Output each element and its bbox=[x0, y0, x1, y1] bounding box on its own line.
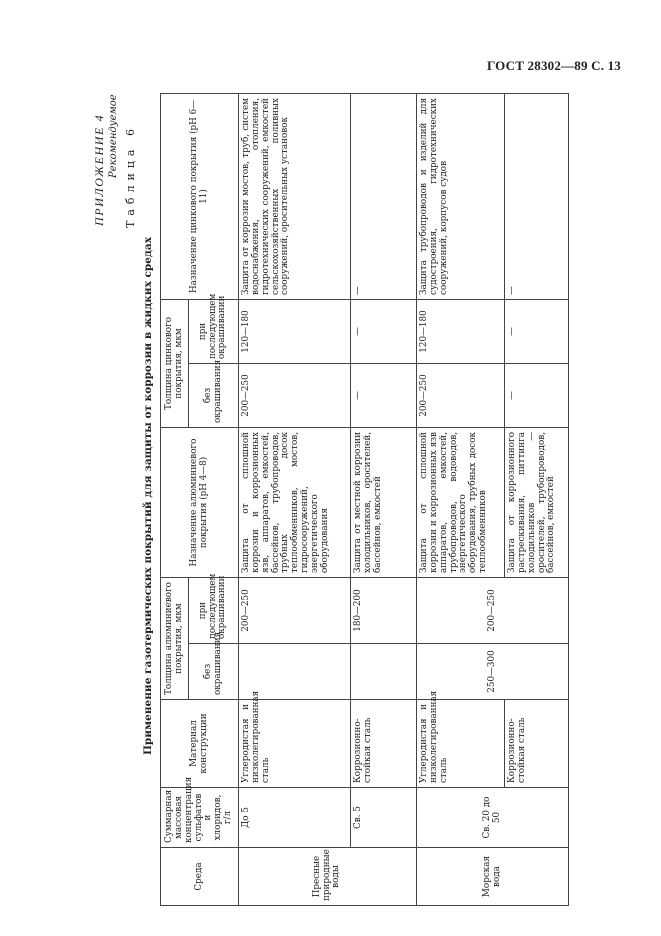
material-cell: Углеродистая и низколегированная сталь bbox=[239, 700, 351, 788]
table-number: Таблица 6 bbox=[124, 124, 137, 228]
zn-purpose-cell: Защита от коррозии мостов, труб, систем водоснабжения, отопления, гидротехнических сооружений, емкостей сельскохозяйственных поливных сооружений, оросительных установок bbox=[239, 93, 351, 299]
zn-with-cell: 120—180 bbox=[239, 299, 351, 363]
appendix-label: ПРИЛОЖЕНИЕ 4 bbox=[92, 113, 106, 226]
al-purpose-cell: Защита от местной коррозии холодильников, оросителей, бассейнов, емкостей bbox=[351, 428, 417, 578]
table-row bbox=[239, 93, 351, 905]
zn-without-cell: 200—250 bbox=[417, 364, 505, 428]
header-al-thickness: Толщина алюминиевого покрытия, мкм bbox=[161, 578, 189, 700]
concentration-cell: Св. 5 bbox=[351, 788, 417, 848]
al-without-cell bbox=[351, 644, 417, 700]
zn-purpose-cell: — bbox=[505, 93, 569, 299]
rotated-page-content bbox=[84, 86, 644, 906]
al-purpose-cell: Защита от сплошной коррозии и коррозионных язв аппаратов, емкостей, трубопроводов, водоводов, энергетического оборудования, трубных досок теплообменников bbox=[417, 428, 505, 578]
material-cell: Углеродистая и низколегированная сталь bbox=[417, 700, 505, 788]
al-without-cell: 250—300 bbox=[417, 644, 569, 700]
al-purpose-cell: Защита от сплошной коррозии и коррозионных язв, аппаратов, емкостей, бассейнов, трубопроводов, трубных досок теплообменников, мостов, гидросооружений, энергетического оборудования bbox=[239, 428, 351, 578]
table-row bbox=[505, 93, 569, 905]
material-cell: Коррозионно-стойкая сталь bbox=[505, 700, 569, 788]
header-zn-thickness: Толщина цинкового покрытия, мкм bbox=[161, 299, 189, 427]
zn-with-cell: — bbox=[505, 299, 569, 363]
header-al-purpose: Назначение алюминиевого покрытия (рН 4—8) bbox=[161, 428, 239, 578]
table-row bbox=[417, 93, 505, 905]
header-concentration: Суммарная массовая концентрация сульфатов и хлоридов, г/л bbox=[161, 788, 239, 848]
header-al-with: при последующем окрашивании bbox=[189, 578, 239, 644]
zn-without-cell: — bbox=[351, 364, 417, 428]
header-medium: Среда bbox=[161, 848, 239, 906]
header-zn-with: при последующем окрашивании bbox=[189, 299, 239, 363]
concentration-cell: До 5 bbox=[239, 788, 351, 848]
header-material: Материал конструкции bbox=[161, 700, 239, 788]
table-title: Применение газотермических покрытий для защиты от коррозии в жидких средах bbox=[142, 237, 154, 755]
al-with-cell: 200—250 bbox=[239, 578, 351, 644]
concentration-cell: Св. 20 до 50 bbox=[417, 788, 569, 848]
table-row bbox=[351, 93, 417, 905]
page-header: ГОСТ 28302—89 С. 13 bbox=[487, 58, 621, 73]
zn-with-cell: — bbox=[351, 299, 417, 363]
al-with-cell: 180—200 bbox=[351, 578, 417, 644]
header-al-without: без окрашивания bbox=[189, 644, 239, 700]
zn-purpose-cell: Защита трубопроводов и изделий для судостроения, гидротехнических сооружений, корпусов судов bbox=[417, 93, 505, 299]
zn-purpose-cell: — bbox=[351, 93, 417, 299]
medium-cell: Пресные природные воды bbox=[239, 848, 417, 906]
medium-cell: Морская вода bbox=[417, 848, 569, 906]
header-zn-without: без окрашивания bbox=[189, 364, 239, 428]
header-zn-purpose: Назначение цинкового покрытия (рН 6—11) bbox=[161, 93, 239, 299]
material-cell: Коррозионно-стойкая сталь bbox=[351, 700, 417, 788]
zn-without-cell: 200—250 bbox=[239, 364, 351, 428]
recommendation-label: Рекомендуемое bbox=[108, 94, 119, 178]
al-with-cell: 200—250 bbox=[417, 578, 569, 644]
zn-with-cell: 120—180 bbox=[417, 299, 505, 363]
al-purpose-cell: Защита от коррозионного растрескивания, питтинга холодильников — оросителей, трубопроводов, бассейнов, емкостей bbox=[505, 428, 569, 578]
zn-without-cell: — bbox=[505, 364, 569, 428]
coatings-table bbox=[160, 93, 569, 906]
